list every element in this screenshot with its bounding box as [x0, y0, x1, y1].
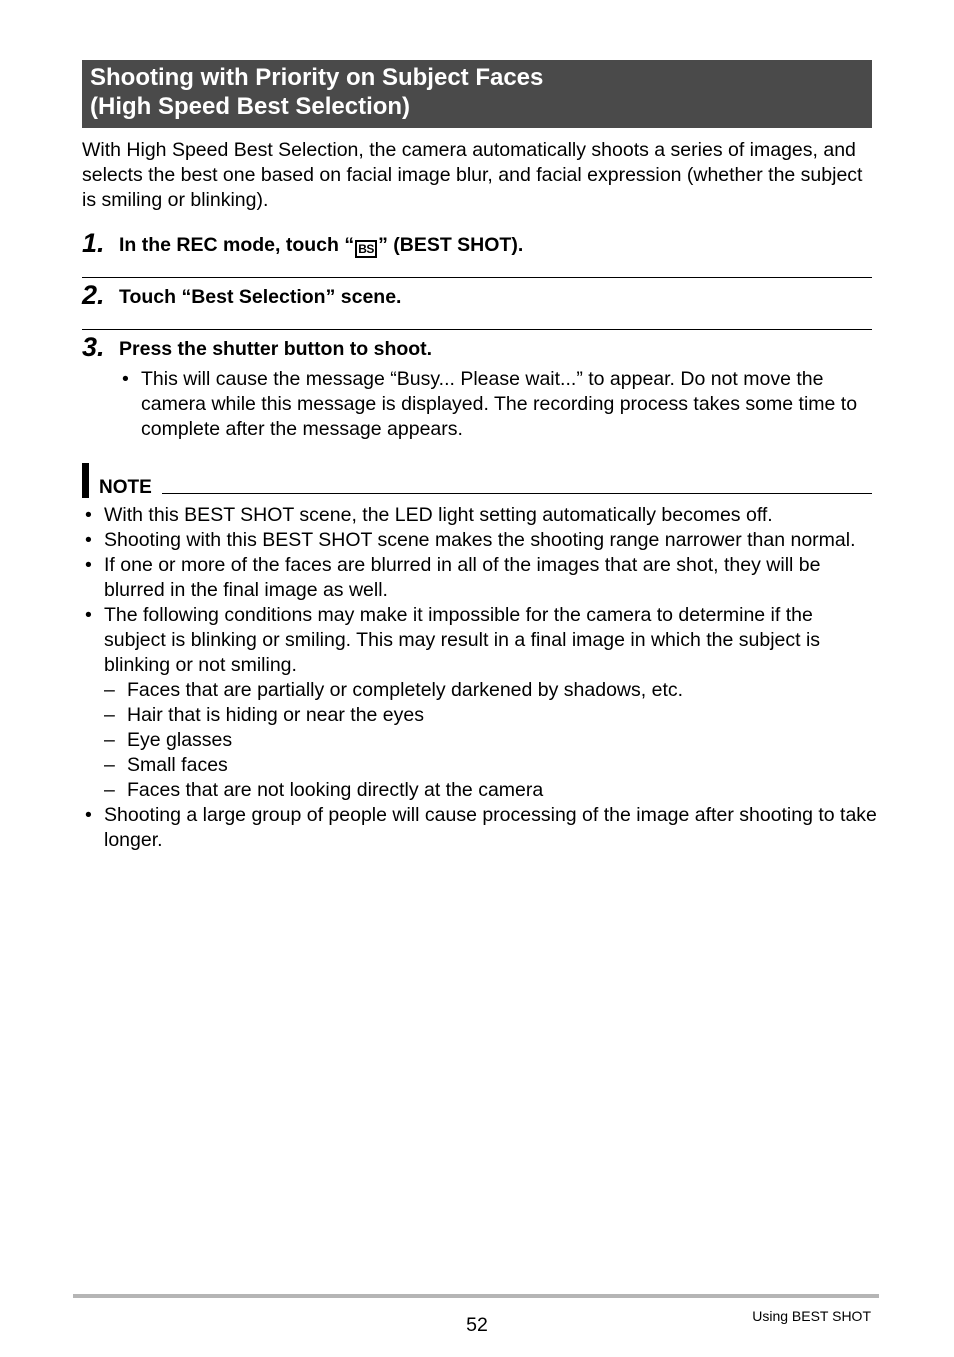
- step-number: 2.: [82, 280, 105, 310]
- section-title-line-1: Shooting with Priority on Subject Faces: [90, 64, 544, 91]
- note-rule: [162, 493, 872, 494]
- bullet-text: This will cause the message “Busy... Please wait...” to appear. Do not move the camera while this message is displayed. The recording process takes some time to complete after the message appears.: [141, 368, 858, 440]
- dash-mark: –: [104, 679, 115, 701]
- sub-list-item: [82, 778, 877, 803]
- note-marker-bar: [82, 463, 89, 498]
- list-item-text: Shooting with this BEST SHOT scene makes the shooting range narrower than normal.: [104, 529, 856, 551]
- sub-list-item: [82, 678, 877, 703]
- dash-mark: –: [104, 729, 115, 751]
- step-text: [119, 233, 523, 258]
- list-item: [82, 803, 877, 853]
- list-item-text: Shooting a large group of people will cause processing of the image after shooting to take longer.: [104, 804, 877, 851]
- step-divider: [82, 329, 872, 330]
- dash-mark: –: [104, 779, 115, 801]
- step-3-bullet: [119, 367, 859, 442]
- sub-list-item: [82, 753, 877, 778]
- step-number: 3.: [82, 332, 105, 362]
- list-item-text: If one or more of the faces are blurred in all of the images that are shot, they will be blurred in the final image as well.: [104, 554, 821, 601]
- section-header: [82, 60, 872, 128]
- bullet-mark: •: [122, 368, 129, 390]
- sub-list-item-text: Faces that are not looking directly at the camera: [127, 779, 544, 801]
- list-item-text: With this BEST SHOT scene, the LED light setting automatically becomes off.: [104, 504, 773, 526]
- sub-list-item-text: Hair that is hiding or near the eyes: [127, 704, 424, 726]
- note-label: NOTE: [99, 477, 152, 498]
- list-item-text: The following conditions may make it impossible for the camera to determine if the subject is blinking or smiling. This may result in a final image in which the subject is blinking or not smiling.: [104, 604, 821, 676]
- sub-list-item: [82, 728, 877, 753]
- sub-list-item: [82, 703, 877, 728]
- footer-rule: [73, 1294, 879, 1298]
- footer-section-label: Using BEST SHOT: [752, 1308, 871, 1324]
- step-text-pre: In the REC mode, touch “: [119, 234, 355, 256]
- bullet-mark: •: [85, 604, 92, 626]
- bullet-mark: •: [85, 504, 92, 526]
- list-item: [82, 603, 877, 678]
- bullet-mark: •: [85, 804, 92, 826]
- best-shot-icon: BS: [355, 240, 377, 258]
- intro-paragraph: With High Speed Best Selection, the camera automatically shoots a series of images, and selects the best one based on facial image blur, and facial expression (whether the subject is smiling or blinking).: [82, 139, 863, 211]
- step-text: Press the shutter button to shoot.: [119, 338, 433, 360]
- step-text: Touch “Best Selection” scene.: [119, 286, 402, 308]
- step-text-post: ” (BEST SHOT).: [378, 234, 524, 256]
- bullet-mark: •: [85, 554, 92, 576]
- list-item: [82, 553, 877, 603]
- step-divider: [82, 277, 872, 278]
- note-list: [82, 503, 877, 853]
- list-item: [82, 503, 877, 528]
- sub-list-item-text: Small faces: [127, 754, 228, 776]
- dash-mark: –: [104, 704, 115, 726]
- sub-list-item-text: Eye glasses: [127, 729, 233, 751]
- list-item: [82, 528, 877, 553]
- page-number: 52: [466, 1314, 488, 1336]
- dash-mark: –: [104, 754, 115, 776]
- section-title-line-2: (High Speed Best Selection): [90, 93, 411, 120]
- sub-list-item-text: Faces that are partially or completely darkened by shadows, etc.: [127, 679, 684, 701]
- bullet-mark: •: [85, 529, 92, 551]
- step-number: 1.: [82, 228, 105, 258]
